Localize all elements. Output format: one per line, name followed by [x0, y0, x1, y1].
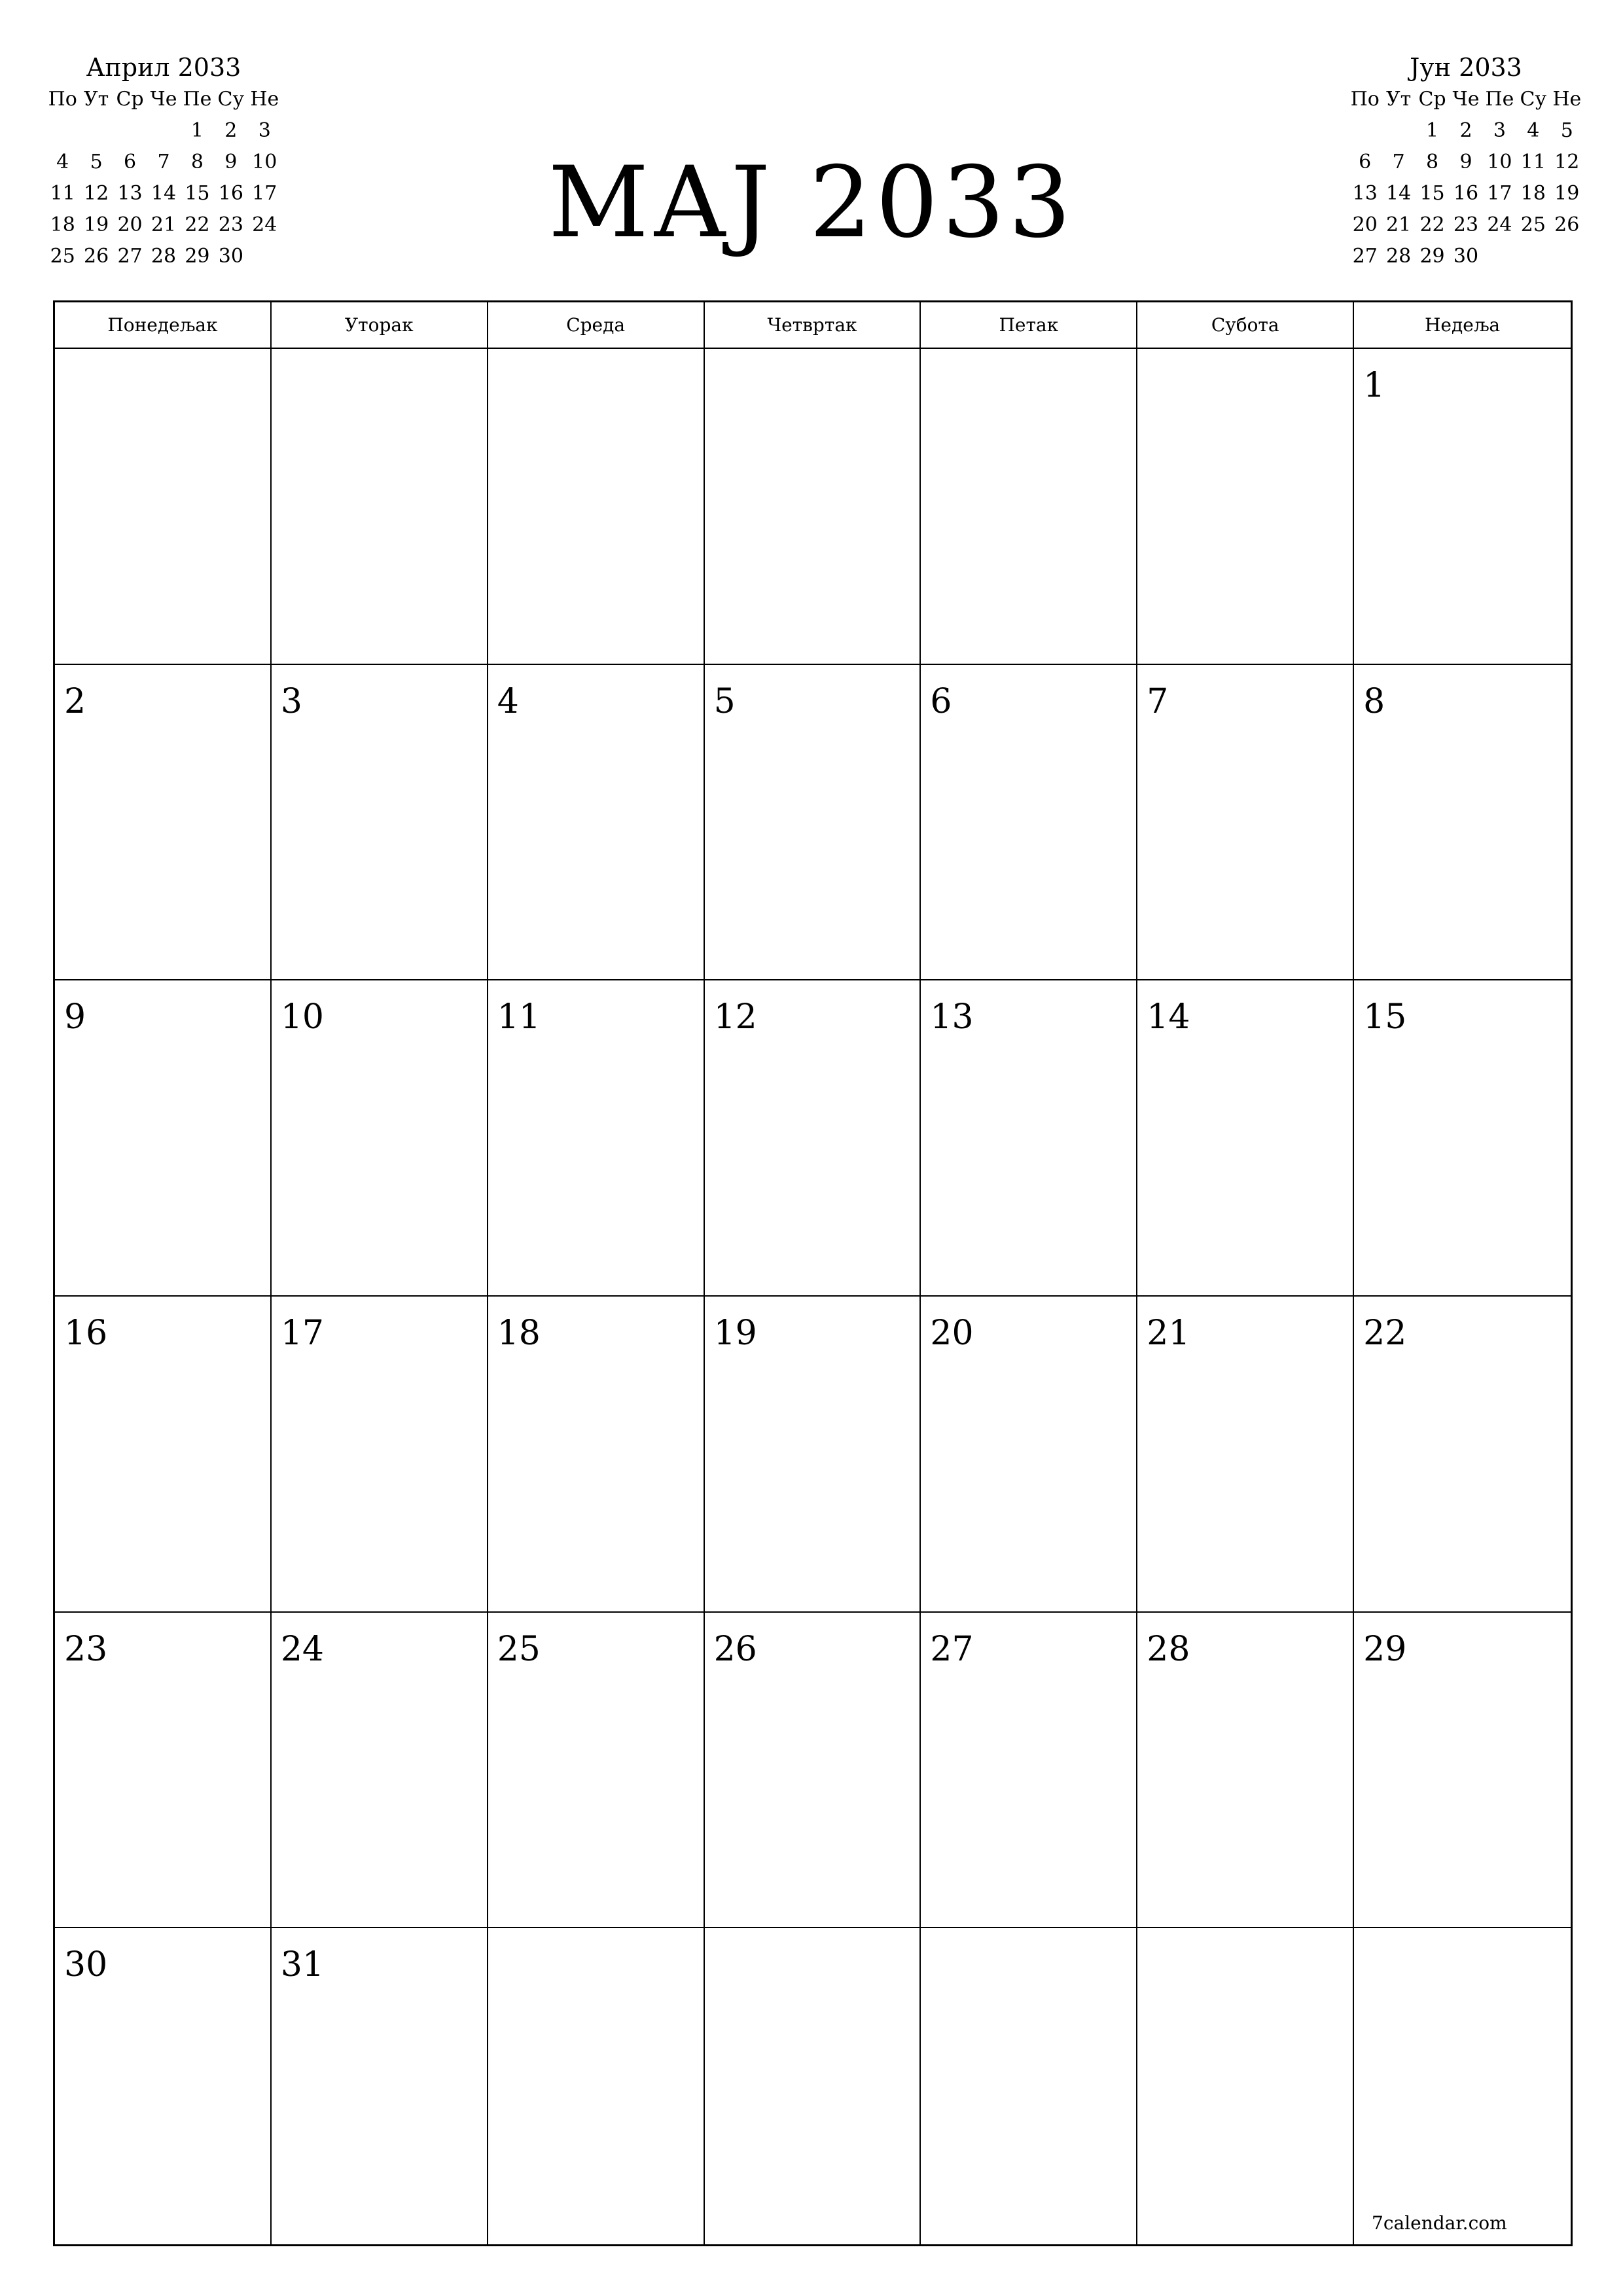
mini-day-number: 19	[1554, 182, 1580, 205]
day-cell[interactable]	[272, 665, 488, 981]
mini-weekday-label: Че	[150, 88, 177, 111]
mini-weekday-label: Не	[250, 88, 279, 111]
mini-day-number: 2	[224, 119, 238, 142]
mini-day-number: 19	[84, 213, 109, 236]
mini-day-number: 17	[252, 182, 277, 205]
mini-day-number: 26	[1554, 213, 1580, 236]
day-cell[interactable]	[705, 980, 921, 1297]
mini-day-number	[1483, 241, 1516, 272]
mini-day-number	[1550, 241, 1584, 272]
day-cell[interactable]	[921, 1297, 1137, 1613]
day-cell[interactable]	[1354, 1928, 1571, 2244]
mini-day-number: 22	[1419, 213, 1445, 236]
mini-day-number: 3	[1493, 119, 1506, 142]
mini-weekday-label: Пе	[1485, 88, 1514, 111]
day-cell[interactable]	[272, 1928, 488, 2244]
mini-day-number: 2	[1459, 119, 1472, 142]
day-number: 2	[64, 681, 86, 721]
day-number: 30	[64, 1945, 108, 1985]
day-number: 25	[497, 1629, 541, 1669]
mini-day-number: 5	[90, 151, 103, 173]
mini-day-number: 18	[1520, 182, 1546, 205]
day-number: 18	[497, 1313, 541, 1353]
day-cell[interactable]	[55, 349, 272, 665]
mini-day-number: 12	[1554, 151, 1580, 173]
day-number: 13	[930, 997, 974, 1037]
mini-day-number: 4	[1527, 119, 1540, 142]
mini-day-number: 24	[1487, 213, 1512, 236]
mini-day-number	[1516, 241, 1550, 272]
mini-day-number: 21	[1386, 213, 1412, 236]
day-cell[interactable]	[921, 1613, 1137, 1929]
mini-day-number: 17	[1487, 182, 1512, 205]
weekday-header: Субота	[1137, 302, 1354, 349]
day-cell[interactable]	[705, 1297, 921, 1613]
day-cell[interactable]	[1354, 665, 1571, 981]
day-cell[interactable]	[55, 1928, 272, 2244]
mini-day-number: 8	[1426, 151, 1439, 173]
day-number: 5	[713, 681, 736, 721]
day-cell[interactable]	[1354, 1613, 1571, 1929]
day-number: 10	[280, 997, 325, 1037]
mini-calendar-title: Април 2033	[86, 53, 241, 82]
day-cell[interactable]	[705, 1613, 921, 1929]
weekday-header: Петак	[921, 302, 1137, 349]
mini-day-number: 12	[84, 182, 109, 205]
day-number: 26	[713, 1629, 757, 1669]
mini-day-number: 6	[124, 151, 137, 173]
mini-weekday-label: Су	[217, 88, 245, 111]
weekday-header: Среда	[488, 302, 705, 349]
day-number: 19	[713, 1313, 757, 1353]
day-cell[interactable]	[55, 1297, 272, 1613]
mini-calendar-next-month	[1348, 51, 1584, 272]
mini-day-number: 28	[1386, 245, 1412, 268]
day-number: 31	[280, 1945, 325, 1985]
month-calendar-grid	[53, 300, 1573, 2246]
mini-day-number: 7	[157, 151, 170, 173]
day-number: 29	[1363, 1629, 1407, 1669]
day-cell[interactable]	[1354, 1297, 1571, 1613]
day-cell[interactable]	[921, 665, 1137, 981]
day-number: 15	[1363, 997, 1407, 1037]
day-cell[interactable]	[705, 349, 921, 665]
day-number: 27	[930, 1629, 974, 1669]
weekday-header: Четвртак	[705, 302, 921, 349]
mini-day-number: 21	[151, 213, 177, 236]
mini-day-number: 3	[258, 119, 271, 142]
day-number: 12	[713, 997, 757, 1037]
mini-day-number: 6	[1359, 151, 1372, 173]
mini-day-number	[1382, 115, 1415, 147]
mini-day-number: 5	[1560, 119, 1573, 142]
mini-day-number: 20	[117, 213, 143, 236]
day-number: 9	[64, 997, 86, 1037]
mini-day-number: 1	[1426, 119, 1439, 142]
weekday-header: Недеља	[1354, 302, 1571, 349]
mini-weekday-label: По	[1350, 88, 1380, 111]
day-cell[interactable]	[488, 1613, 705, 1929]
mini-day-number: 29	[1419, 245, 1445, 268]
mini-day-number: 26	[84, 245, 109, 268]
mini-day-number: 22	[185, 213, 210, 236]
day-cell[interactable]	[1354, 980, 1571, 1297]
mini-day-number: 10	[1487, 151, 1512, 173]
mini-day-number: 11	[1520, 151, 1546, 173]
mini-day-number: 25	[50, 245, 75, 268]
day-cell[interactable]	[488, 1928, 705, 2244]
day-cell[interactable]	[705, 665, 921, 981]
day-number: 24	[280, 1629, 325, 1669]
mini-day-number: 30	[1453, 245, 1479, 268]
day-cell[interactable]	[1137, 1613, 1354, 1929]
mini-day-number: 14	[1386, 182, 1412, 205]
mini-weekday-label: Пе	[183, 88, 212, 111]
mini-day-number	[1348, 115, 1382, 147]
mini-day-number	[46, 115, 79, 147]
day-cell[interactable]	[55, 1613, 272, 1929]
day-number: 1	[1363, 366, 1385, 405]
mini-weekday-label: Ут	[83, 88, 109, 111]
day-number: 7	[1147, 681, 1169, 721]
mini-weekday-label: Ср	[116, 88, 144, 111]
mini-day-number: 9	[224, 151, 238, 173]
day-cell[interactable]	[921, 349, 1137, 665]
day-cell[interactable]	[55, 665, 272, 981]
mini-day-number: 1	[190, 119, 204, 142]
day-number: 22	[1363, 1313, 1407, 1353]
page-title: МАЈ 2033	[548, 146, 1075, 260]
mini-day-number: 7	[1392, 151, 1405, 173]
mini-weekday-label: Че	[1452, 88, 1480, 111]
mini-day-number: 9	[1459, 151, 1472, 173]
mini-weekday-label: Су	[1520, 88, 1547, 111]
mini-day-number: 13	[117, 182, 143, 205]
day-number: 17	[280, 1313, 325, 1353]
mini-calendar-title: Јун 2033	[1410, 53, 1522, 82]
day-cell[interactable]	[1354, 349, 1571, 665]
mini-day-number: 28	[151, 245, 177, 268]
mini-day-number: 14	[151, 182, 177, 205]
day-number: 14	[1147, 997, 1190, 1037]
weekday-header: Понедељак	[55, 302, 272, 349]
day-number: 11	[497, 997, 541, 1037]
mini-day-number: 25	[1520, 213, 1546, 236]
mini-day-number: 23	[218, 213, 243, 236]
mini-calendar-grid	[1348, 84, 1584, 272]
mini-day-number: 16	[1453, 182, 1479, 205]
mini-day-number: 4	[56, 151, 69, 173]
mini-weekday-label: Не	[1552, 88, 1582, 111]
day-cell[interactable]	[488, 665, 705, 981]
day-cell[interactable]	[272, 349, 488, 665]
day-cell[interactable]	[1137, 1297, 1354, 1613]
day-number: 28	[1147, 1629, 1190, 1669]
day-cell[interactable]	[272, 1613, 488, 1929]
mini-day-number: 16	[218, 182, 243, 205]
day-cell[interactable]	[272, 1297, 488, 1613]
day-number: 20	[930, 1313, 974, 1353]
footer-credit: 7calendar.com	[1372, 2212, 1507, 2234]
day-number: 16	[64, 1313, 108, 1353]
mini-weekday-label: По	[48, 88, 77, 111]
day-cell[interactable]	[272, 980, 488, 1297]
mini-day-number: 20	[1352, 213, 1378, 236]
mini-day-number: 15	[185, 182, 210, 205]
day-number: 6	[930, 681, 952, 721]
mini-day-number: 27	[1352, 245, 1378, 268]
day-number: 8	[1363, 681, 1385, 721]
day-cell[interactable]	[488, 1297, 705, 1613]
mini-day-number: 27	[117, 245, 143, 268]
mini-weekday-label: Ср	[1418, 88, 1446, 111]
day-cell[interactable]	[921, 1928, 1137, 2244]
mini-day-number: 10	[252, 151, 277, 173]
day-cell[interactable]	[488, 980, 705, 1297]
mini-day-number	[147, 115, 180, 147]
mini-day-number: 30	[218, 245, 243, 268]
mini-day-number: 11	[50, 182, 75, 205]
day-cell[interactable]	[1137, 665, 1354, 981]
mini-day-number: 13	[1352, 182, 1378, 205]
mini-day-number	[79, 115, 113, 147]
day-cell[interactable]	[1137, 980, 1354, 1297]
mini-day-number: 8	[190, 151, 204, 173]
day-cell[interactable]	[55, 980, 272, 1297]
day-cell[interactable]	[488, 349, 705, 665]
day-cell[interactable]	[1137, 1928, 1354, 2244]
day-cell[interactable]	[705, 1928, 921, 2244]
day-number: 4	[497, 681, 519, 721]
mini-day-number: 24	[252, 213, 277, 236]
day-number: 21	[1147, 1313, 1190, 1353]
mini-day-number: 18	[50, 213, 75, 236]
mini-day-number: 29	[185, 245, 210, 268]
day-cell[interactable]	[921, 980, 1137, 1297]
mini-day-number	[113, 115, 147, 147]
weekday-header: Уторак	[272, 302, 488, 349]
mini-weekday-label: Ут	[1385, 88, 1412, 111]
mini-day-number: 15	[1419, 182, 1445, 205]
day-number: 3	[280, 681, 302, 721]
day-cell[interactable]	[1137, 349, 1354, 665]
mini-day-number: 23	[1453, 213, 1479, 236]
day-number: 23	[64, 1629, 108, 1669]
